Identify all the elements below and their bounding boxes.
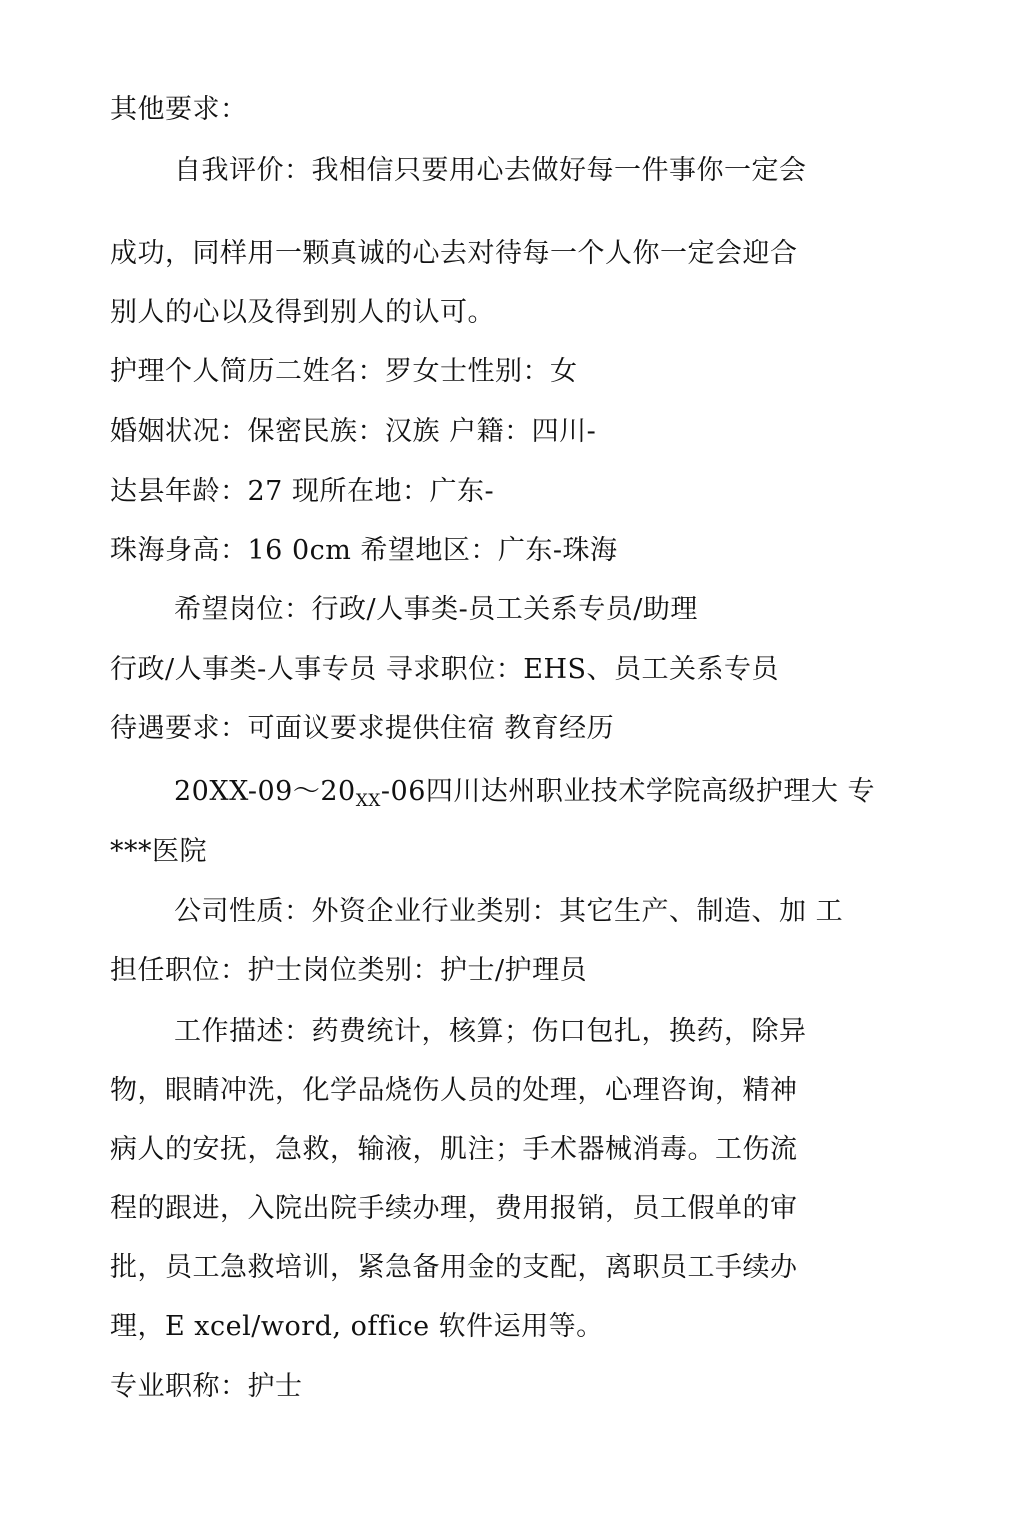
personal-info-line: 护理个人简历二姓名：罗女士性别：女 — [110, 356, 578, 387]
personal-info-line: 婚姻状况：保密民族：汉族 户籍：四川- — [110, 416, 597, 447]
other-requirements-label: 其他要求： — [110, 94, 248, 125]
education-date-start: 20XX-09～20 — [174, 776, 356, 807]
job-description-line: 物，眼睛冲洗，化学品烧伤人员的处理，心理咨询，精神 — [110, 1075, 798, 1106]
self-evaluation-line: 别人的心以及得到别人的认可。 — [110, 297, 495, 328]
salary-requirement-line: 待遇要求：可面议要求提供住宿 教育经历 — [110, 713, 615, 744]
self-evaluation-line: 成功，同样用一颗真诚的心去对待每一个人你一定会迎合 — [110, 238, 798, 269]
job-description-line: 病人的安抚，急救，输液，肌注；手术器械消毒。工伤流 — [110, 1134, 798, 1165]
education-entry — [174, 774, 875, 810]
job-description-line: 批，员工急救培训，紧急备用金的支配，离职员工手续办 — [110, 1252, 798, 1283]
desired-position-line: 希望岗位：行政/人事类-员工关系专员/助理 — [174, 594, 698, 625]
education-date-subscript: XX — [355, 791, 381, 811]
professional-title-line: 专业职称：护士 — [110, 1371, 303, 1402]
job-title-line: 担任职位：护士岗位类别：护士/护理员 — [110, 955, 588, 986]
education-date-rest: -06四川达州职业技术学院高级护理大 专 — [380, 776, 875, 807]
personal-info-line: 达县年龄：27 现所在地：广东- — [110, 476, 495, 507]
self-evaluation-line: 自我评价：我相信只要用心去做好每一件事你一定会 — [174, 155, 807, 186]
job-description-line: 程的跟进，入院出院手续办理，费用报销，员工假单的审 — [110, 1193, 798, 1224]
hospital-name: ***医院 — [110, 836, 207, 867]
job-description-line: 理，E xcel/word, office 软件运用等。 — [110, 1311, 604, 1342]
desired-position-line: 行政/人事类-人事专员 寻求职位：EHS、员工关系专员 — [110, 654, 780, 685]
job-description-line: 工作描述：药费统计，核算；伤口包扎，换药，除异 — [174, 1016, 807, 1047]
company-info-line: 公司性质：外资企业行业类别：其它生产、制造、加 工 — [174, 896, 844, 927]
personal-info-line: 珠海身高：16 0cm 希望地区：广东-珠海 — [110, 535, 618, 566]
